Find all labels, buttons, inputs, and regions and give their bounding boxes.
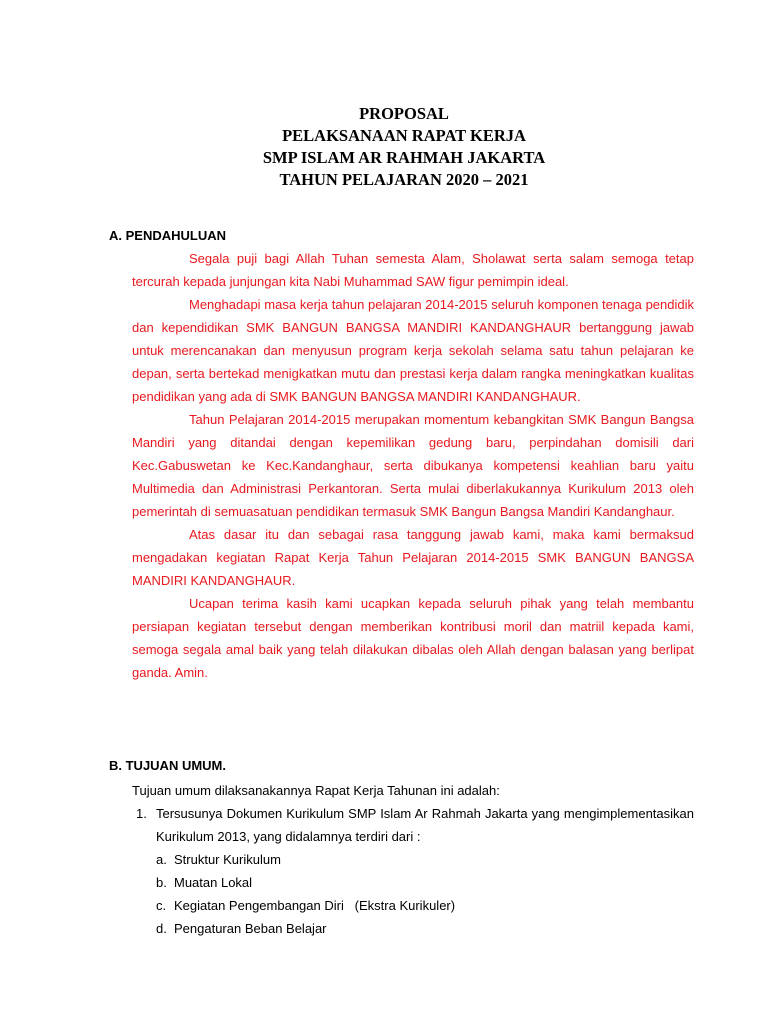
sub-list-text: Kegiatan Pengembangan Diri (Ekstra Kurikuler): [174, 898, 456, 913]
section-b-intro: Tujuan umum dilaksanakannya Rapat Kerja Tahunan ini adalah:: [132, 783, 500, 798]
paragraph: Tahun Pelajaran 2014-2015 merupakan momentum kebangkitan SMK Bangun Bangsa Mandiri yang ditandai dengan kepemilikan gedung baru, perpindahan domisili dari Kec.Gabuswetan ke Kec.Kandanghaur, serta dibukanya kompetensi keahlian baru yaitu Multimedia dan Administrasi Perkantoran. Serta mulai diberlakukannya Kurikulum 2013 oleh pemerintah di semuasatuan pendidikan termasuk SMK Bangun Bangsa Mandiri Kandanghaur.: [132, 412, 694, 519]
sub-list-item: [156, 871, 694, 894]
paragraph: Segala puji bagi Allah Tuhan semesta Alam, Sholawat serta salam semoga tetap tercurah kepada junjungan kita Nabi Muhammad SAW figur pemimpin ideal.: [132, 251, 694, 289]
sub-list-marker: a.: [156, 852, 167, 867]
sub-list-text: Muatan Lokal: [174, 875, 253, 890]
section-b-heading: B. TUJUAN UMUM.: [109, 758, 226, 773]
title-line-4: TAHUN PELAJARAN 2020 – 2021: [279, 170, 529, 189]
list-item-text: Tersusunya Dokumen Kurikulum SMP Islam Ar Rahmah Jakarta yang mengimplementasikan Kurikulum 2013, yang didalamnya terdiri dari :: [156, 806, 694, 844]
sub-list: [156, 848, 694, 940]
section-a-heading: A. PENDAHULUAN: [109, 228, 226, 243]
paragraph: Atas dasar itu dan sebagai rasa tanggung jawab kami, maka kami bermaksud mengadakan kegiatan Rapat Kerja Tahun Pelajaran 2014-2015 SMK BANGUN BANGSA MANDIRI KANDANGHAUR.: [132, 527, 694, 588]
title-line-2: PELAKSANAAN RAPAT KERJA: [282, 126, 526, 145]
sub-list-text: Struktur Kurikulum: [174, 852, 281, 867]
sub-list-marker: c.: [156, 898, 167, 913]
sub-list-item: [156, 848, 694, 871]
document-title: [0, 103, 768, 191]
title-line-3: SMP ISLAM AR RAHMAH JAKARTA: [262, 148, 546, 167]
objective-list: [132, 802, 694, 940]
sub-list-text: Pengaturan Beban Belajar: [174, 921, 327, 936]
paragraph: Ucapan terima kasih kami ucapkan kepada seluruh pihak yang telah membantu persiapan kegiatan tersebut dengan memberikan kontribusi moril dan matriil kepada kami, semoga segala amal baik yang telah dilakukan dibalas oleh Allah dengan balasan yang berlipat ganda. Amin.: [132, 596, 694, 680]
title-line-1: PROPOSAL: [359, 104, 449, 123]
sub-list-item: [156, 894, 694, 917]
section-a-body: [132, 247, 694, 684]
paragraph: Menghadapi masa kerja tahun pelajaran 2014-2015 seluruh komponen tenaga pendidik dan kependidikan SMK BANGUN BANGSA MANDIRI KANDANGHAUR bertanggung jawab untuk merencanakan dan menyusun program kerja sekolah selama satu tahun pelajaran ke depan, serta bertekad menigkatkan mutu dan prestasi kerja dalam rangka meningkatkan kualitas pendidikan yang ada di SMK BANGUN BANGSA MANDIRI KANDANGHAUR.: [132, 297, 694, 404]
list-marker: 1.: [136, 806, 147, 821]
sub-list-marker: d.: [156, 921, 167, 936]
list-item: [132, 802, 694, 940]
sub-list-marker: b.: [156, 875, 167, 890]
sub-list-item: [156, 917, 694, 940]
